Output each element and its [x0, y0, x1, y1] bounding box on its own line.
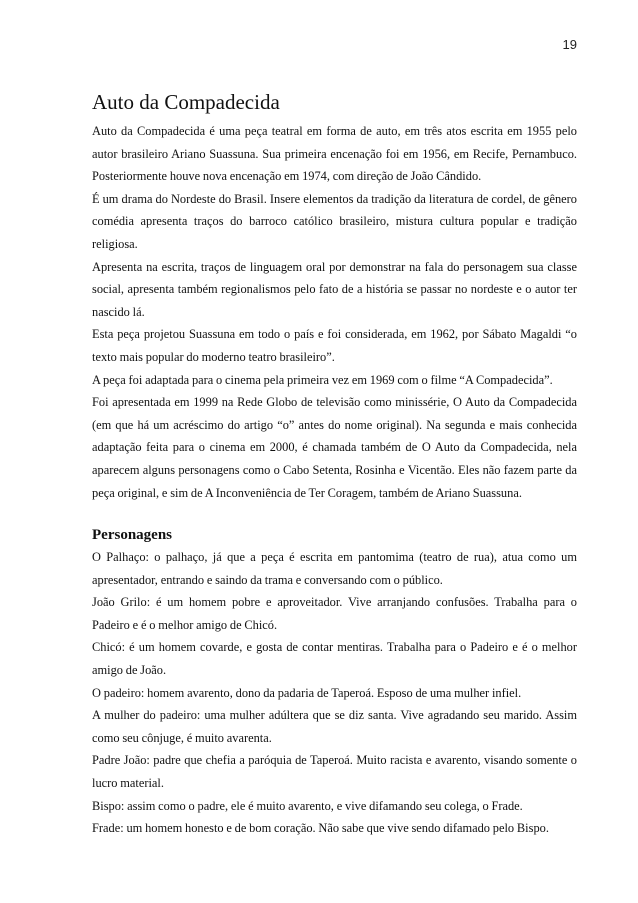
document-body	[92, 88, 577, 840]
character-paragraph: O Palhaço: o palhaço, já que a peça é escrita em pantomima (teatro de rua), atua como um apresentador, entrando e saindo da trama e conversando com o público.	[92, 550, 577, 587]
intro-section	[92, 120, 577, 504]
character-paragraph: A mulher do padeiro: uma mulher adúltera que se diz santa. Vive agradando seu marido. Assim como seu cônjuge, é muito avarenta.	[92, 708, 577, 745]
characters-heading: Personagens	[92, 527, 172, 544]
intro-paragraph: Foi apresentada em 1999 na Rede Globo de televisão como minissérie, O Auto da Compadecida (em que há um acréscimo do artigo “o” antes do nome original). Na segunda e mais conhecida adaptação feita para o cinema em 2000, é chamada também de O Auto da Compadecida, nela aparecem alguns personagens como o Cabo Setenta, Rosinha e Vicentão. Eles não fazem parte da peça original, e sim de A Inconveniência de Ter Coragem, também de Ariano Suassuna.	[92, 395, 577, 500]
intro-paragraph: Auto da Compadecida é uma peça teatral em forma de auto, em três atos escrita em 1955 pelo autor brasileiro Ariano Suassuna. Sua primeira encenação foi em 1956, em Recife, Pernambuco. Posteriormente houve nova encenação em 1974, com direção de João Cândido.	[92, 124, 577, 184]
character-paragraph: João Grilo: é um homem pobre e aproveitador. Vive arranjando confusões. Trabalha para o Padeiro e é o melhor amigo de Chicó.	[92, 595, 577, 632]
intro-paragraph: É um drama do Nordeste do Brasil. Insere elementos da tradição da literatura de cordel, de gênero comédia apresenta traços do barroco católico brasileiro, mistura cultura popular e tradição religiosa.	[92, 191, 577, 251]
intro-paragraph: Apresenta na escrita, traços de linguagem oral por demonstrar na fala do personagem sua classe social, apresenta também regionalismos pelo fato de a história se passar no nordeste e o autor ter nascido lá.	[92, 259, 577, 319]
character-paragraph: Bispo: assim como o padre, ele é muito avarento, e vive difamando seu colega, o Frade.	[92, 798, 523, 813]
intro-paragraph: Esta peça projetou Suassuna em todo o país e foi considerada, em 1962, por Sábato Magaldi “o texto mais popular do moderno teatro brasileiro”.	[92, 327, 577, 364]
character-paragraph: Chicó: é um homem covarde, e gosta de contar mentiras. Trabalha para o Padeiro e é o melhor amigo de João.	[92, 640, 577, 678]
document-title: Auto da Compadecida	[92, 90, 280, 114]
characters-section	[92, 546, 577, 840]
character-paragraph: Padre João: padre que chefia a paróquia de Taperoá. Muito racista e avarento, visando somente o lucro material.	[92, 753, 577, 791]
intro-paragraph: A peça foi adaptada para o cinema pela primeira vez em 1969 com o filme “A Compadecida”.	[92, 372, 553, 387]
page-number: 19	[562, 37, 577, 52]
character-paragraph: Frade: um homem honesto e de bom coração. Não sabe que vive sendo difamado pelo Bispo.	[92, 821, 549, 836]
character-paragraph: O padeiro: homem avarento, dono da padaria de Taperoá. Esposo de uma mulher infiel.	[92, 685, 522, 700]
